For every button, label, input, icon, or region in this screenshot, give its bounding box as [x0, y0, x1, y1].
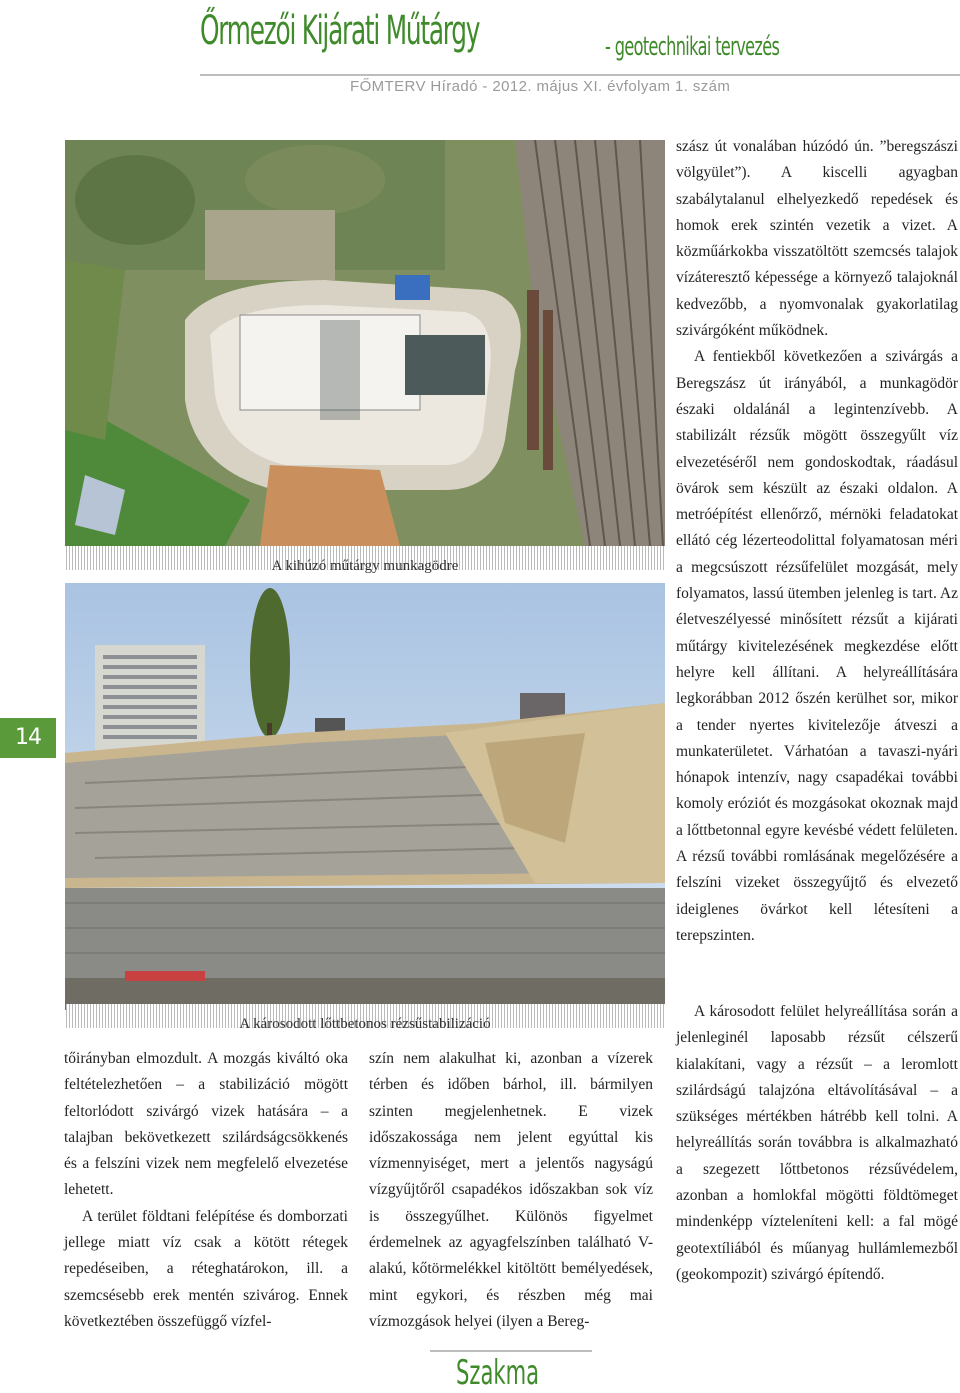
- footer-rule: [430, 1350, 592, 1352]
- aerial-photo-caption: A kihúzó műtárgy munkagödre: [271, 558, 459, 574]
- paragraph: A fentiekből következően a szivárgás a Beregszász út irányából, a munkagödör északi oldalánál a legintenzívebb. A stabilizált rézsűk mögött összegyűlt víz elvezetéséről nem gondoskodtak, ráadásul övárok sem készült az északi oldalon. A metróépítést ellenőrző, mérnöki feladatokat ellátó cég lézerteodolittal folyamatosan méri a megcsúszott rézsűfelület mozgását, mely folyamatos, lassú ütemben jelenleg is tart. Az életveszélyessé minősített rézsűt a kijárati műtárgy kivitelezésének megkezdése előtt helyre kell állítani. A helyreállítására legkorábban 2012 őszén kerülhet sor, mikor a tender nyertes kivitelezője átveszi a munkaterületet. Várhatóan a tavaszi-nyári hónapok intenzív, nagy csapadékai további komoly eróziót és mozgásokat okoznak majd a lőttbetonnal egyre kevésbé védett felületen. A rézsű további romlásának megelőzésére a felszíni vizeket összegyűjtő és elvezető ideiglenes övárkot kell létesíteni a terepszinten.: [676, 348, 958, 944]
- issue-info: FŐMTERV Híradó - 2012. május XI. évfolyam 1. szám: [350, 78, 731, 95]
- slope-photo: [65, 583, 665, 1010]
- paragraph: tőirányban elmozdult. A mozgás kiváltó oka feltételezhetően – a stabilizáció mögött feltorlódott szivárgó vizek hatására – a talajban bekövetkezett szilárdságcsökkenés és a felszíni vizek nem megfelelő elvezetése lehetett.: [64, 1050, 348, 1199]
- article-subtitle: - geotechnikai tervezés: [605, 32, 780, 62]
- page-number: 14: [0, 718, 56, 758]
- left-column: [64, 1046, 348, 1335]
- paragraph: szín nem alakulhat ki, azonban a vízerek térben és időben bárhol, ill. bármilyen szinten megjelenhetnek. E vizek időszakossága nem jelent egyúttal kis vízmennyiséget, mert a jelentős nagyságú vízgyűjtőről csapadékos időszakban sok víz is összegyűlhet. Különös figyelmet érdemelnek az agyagfelszínben található V-alakú, kőtörmelékkel kitöltött bemélyedések, mint egykori, és részben még mai vízmozgások helyei (ilyen a Bereg-: [369, 1050, 653, 1330]
- paragraph: szász út vonalában húzódó ún. ”beregszászi völgyület”). A kiscelli agyagban szabálytalanul elhelyezkedő repedések és homok erek szintén vezetik a vizet. A közműárkokba visszatöltött szemcsés talajok vízáteresztő képessége a környező talajoknál kedvezőbb, a nyomvonalak gyakorlatilag szivárgóként működnek.: [676, 138, 958, 340]
- aerial-photo: [65, 140, 665, 546]
- paragraph: A terület földtani felépítése és domborzati jellege miatt víz csak a kötött rétegek repedéseiben, a réteghatárokon, ill. a szemcsésebb erek mentén szivárog. Ennek következtében összefüggő vízfel-: [64, 1207, 348, 1330]
- header-rule: [200, 74, 960, 76]
- paragraph: A károsodott felület helyreállítása során a jelenleginél laposabb rézsűt célszerű kialakítani, vagy a rézsűt – a leromlott szilárdságú talajzóna eltávolításával – a szükséges mértékben hátrébb kell tolni. A helyreállítás során továbbra is alkalmazható a szegezett lőttbetonos rézsűvédelem, azonban a homlokfal mögötti földtömeget mindenképp vízteleníteni kell: a fal mögé geotextíliából és műanyag hullámlemezből (geokompozit) szivárgó építendő.: [676, 1003, 958, 1283]
- middle-column: [369, 1046, 653, 1335]
- article-title: Őrmezői Kijárati Műtárgy: [200, 8, 480, 54]
- slope-photo-caption: A károsodott lőttbetonos rézsűstabilizáció: [239, 1016, 491, 1032]
- right-column-bottom: [676, 999, 958, 1288]
- right-column-top: [676, 134, 958, 949]
- section-label: Szakma: [456, 1353, 540, 1393]
